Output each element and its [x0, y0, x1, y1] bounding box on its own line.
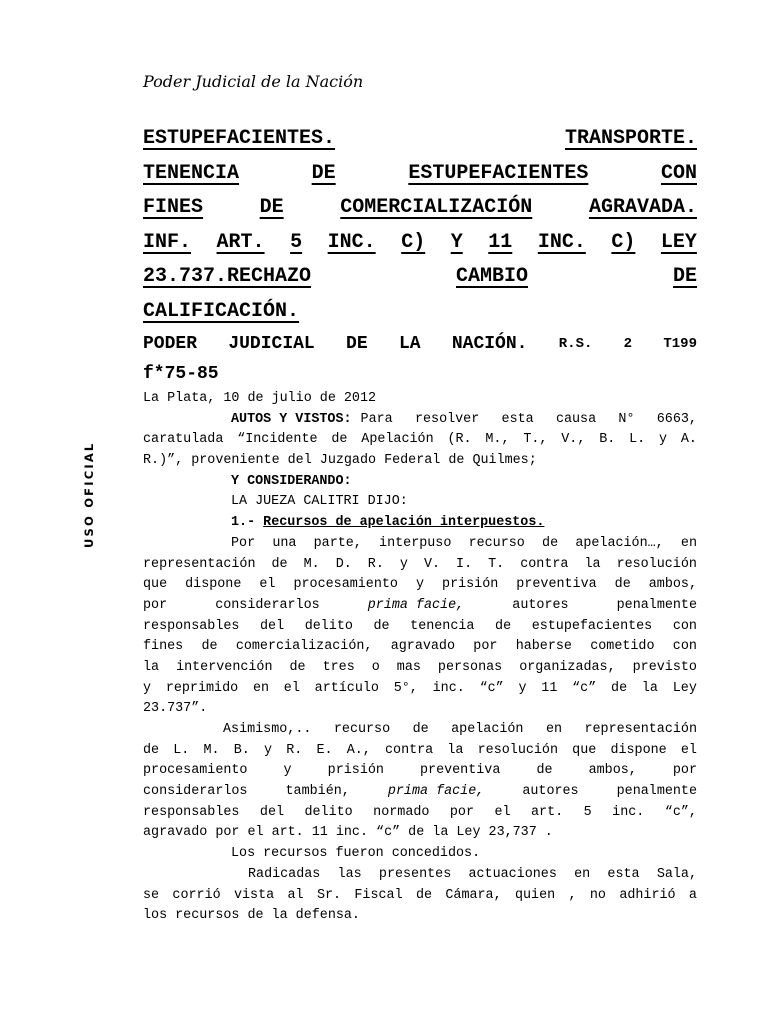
body-line: Los recursos fueron concedidos.: [231, 846, 481, 862]
word: Para: [360, 411, 393, 427]
word: y: [399, 556, 408, 572]
word: prima facie,: [387, 784, 485, 800]
word: haberse: [515, 639, 572, 655]
word: contra: [520, 556, 569, 572]
word: M.: [303, 556, 320, 572]
word: organizadas,: [519, 659, 616, 675]
word: FINES: [143, 196, 204, 219]
word: de: [412, 722, 429, 737]
word: “Incidente: [237, 432, 318, 448]
word: presentes: [378, 866, 452, 882]
word: esta: [501, 411, 534, 427]
word: de: [373, 618, 390, 634]
word: NACIÓN.: [451, 334, 528, 354]
word: la: [143, 659, 160, 675]
word: el: [494, 804, 511, 820]
body-line: [143, 886, 697, 907]
body-line: [143, 761, 697, 782]
word: en: [680, 535, 697, 551]
word: delito: [304, 804, 353, 820]
word: 5: [583, 804, 592, 820]
word: D.: [335, 556, 352, 572]
word: inc.: [612, 804, 645, 820]
title-line: [143, 260, 697, 295]
source-line: [143, 329, 697, 359]
word: R.S.: [558, 336, 593, 352]
word: Sala,: [656, 866, 697, 882]
word: ART.: [216, 230, 265, 254]
word: ambos,: [648, 577, 697, 593]
word: Radicadas: [248, 866, 321, 882]
body-line: [143, 782, 697, 803]
word: Apelación: [361, 432, 434, 448]
word: de: [415, 887, 433, 903]
body-line: [143, 658, 697, 679]
word: COMERCIALIZACIÓN: [340, 196, 533, 219]
word: 11: [541, 680, 558, 696]
word: ambos,: [588, 763, 637, 779]
word: R.: [367, 556, 384, 572]
word: causa: [555, 411, 597, 427]
word: M.,: [485, 432, 510, 448]
word: “c”: [479, 680, 504, 696]
word: A.,: [346, 742, 371, 758]
word: responsables: [143, 804, 240, 820]
paragraph: [143, 534, 697, 720]
word: C): [611, 230, 636, 254]
word: y: [143, 680, 152, 696]
word: de: [495, 618, 512, 634]
body-line: [143, 575, 697, 596]
body-line: [143, 534, 697, 555]
word: y: [659, 432, 668, 448]
word: M.: [203, 742, 220, 758]
judge-heading: LA JUEZA CALITRI DIJO:: [231, 494, 408, 510]
word: actuaciones: [468, 866, 557, 882]
word: de: [542, 535, 559, 551]
considerando-heading: Y CONSIDERANDO:: [231, 473, 352, 489]
word: Cámara,: [445, 887, 502, 903]
word: dispone: [610, 742, 667, 758]
word: prima facie,: [367, 597, 465, 613]
section-heading: [143, 513, 697, 534]
word: penalmente: [616, 784, 697, 800]
word: al: [287, 887, 304, 903]
paragraph: [143, 720, 697, 844]
word: ESTUPEFACIENTES.: [143, 127, 336, 150]
body-line: [143, 720, 697, 741]
body-line: [143, 741, 697, 762]
word: 11: [488, 230, 513, 254]
word: corrió: [172, 887, 221, 903]
body-line: [143, 803, 697, 824]
word: preventiva: [420, 763, 501, 779]
word: previsto: [632, 659, 697, 675]
word: personas: [437, 659, 503, 675]
word: estupefacientes: [531, 618, 653, 634]
word: INC.: [327, 230, 376, 254]
word: el: [259, 577, 276, 593]
word: dispone: [185, 577, 242, 593]
word: DE: [346, 334, 368, 354]
word: también,: [285, 784, 350, 800]
word: T.: [488, 556, 505, 572]
word: la: [447, 742, 464, 758]
word: tenencia: [410, 618, 475, 634]
word: del: [259, 804, 285, 820]
word: DE: [311, 161, 336, 185]
word: N°: [618, 411, 635, 427]
section-number: 1.-: [231, 515, 256, 531]
word: adhirió: [619, 887, 676, 903]
word: 23.737.RECHAZO: [143, 265, 312, 288]
body-line: los recursos de la defensa.: [143, 908, 360, 924]
word: de: [614, 577, 631, 593]
word: LA: [398, 334, 421, 354]
word: recurso: [468, 535, 525, 551]
word: T199: [663, 336, 697, 352]
word: comercialización,: [235, 639, 373, 655]
word: art.: [531, 804, 564, 820]
word: por: [672, 763, 697, 779]
court-letterhead: Poder Judicial de la Nación: [143, 72, 364, 91]
body-line: [143, 865, 697, 886]
body-line: 23.737”.: [143, 701, 208, 717]
document-content: [143, 122, 697, 927]
word: contra: [385, 742, 434, 758]
word: resolución: [477, 742, 558, 758]
word: no: [589, 887, 606, 903]
word: con: [672, 639, 697, 655]
word: parte,: [313, 535, 362, 551]
word: interpuso: [379, 535, 452, 551]
word: el: [283, 680, 300, 696]
section-title: Recursos de apelación interpuestos.: [263, 515, 545, 531]
title-line: [143, 191, 697, 226]
word: de: [289, 659, 306, 675]
word: a: [688, 887, 697, 903]
word: la: [584, 556, 601, 572]
word: y: [518, 680, 527, 696]
word: una: [272, 535, 297, 551]
word: responsables: [143, 618, 240, 634]
body-line: [143, 596, 697, 617]
word: que: [143, 577, 168, 593]
word: agravado: [390, 639, 456, 655]
source-reference: [143, 329, 697, 389]
word: penalmente: [616, 597, 697, 613]
document-title: [143, 122, 697, 329]
word: y: [264, 742, 273, 758]
word: (R.: [447, 432, 472, 448]
paragraph: [143, 865, 697, 927]
word: con: [672, 618, 697, 634]
word: caratulada: [143, 432, 224, 448]
document-body: [143, 389, 697, 927]
word: y: [415, 577, 425, 593]
autos-text: [361, 410, 697, 431]
body-line: agravado por el art. 11 inc. “c” de la Ley 23,737 .: [143, 825, 553, 841]
word: INF.: [143, 230, 192, 254]
word: vista: [233, 887, 275, 903]
word: Y: [450, 230, 463, 254]
word: de: [143, 742, 160, 758]
word: recurso: [333, 722, 391, 737]
word: considerarlos: [143, 784, 248, 800]
word: las: [337, 866, 362, 882]
word: Asimismo,..: [223, 722, 312, 737]
word: R.: [286, 742, 303, 758]
word: de: [201, 639, 218, 655]
word: tres: [322, 659, 355, 675]
word: L.: [629, 432, 646, 448]
word: prisión: [442, 577, 499, 593]
word: resolución: [616, 556, 697, 572]
word: representación: [584, 722, 697, 737]
word: prisión: [327, 763, 384, 779]
body-line: [143, 679, 697, 700]
word: intervención: [176, 659, 273, 675]
word: C): [401, 230, 426, 254]
word: Ley: [672, 680, 697, 696]
word: preventiva: [516, 577, 597, 593]
word: apelación…,: [575, 535, 664, 551]
word: 5°,: [393, 680, 418, 696]
title-line: [143, 157, 697, 192]
word: “c”: [572, 680, 597, 696]
autos-line: [143, 410, 697, 431]
word: JUDICIAL: [228, 334, 315, 354]
official-use-stamp: USO OFICIAL: [82, 441, 96, 548]
word: T.,: [523, 432, 548, 448]
date-line: La Plata, 10 de julio de 2012: [143, 391, 377, 406]
body-line: [143, 430, 697, 451]
word: procesamiento: [293, 577, 398, 593]
word: B.: [599, 432, 616, 448]
word: LEY: [660, 230, 697, 254]
word: de: [331, 432, 348, 448]
word: y: [283, 763, 292, 779]
body-line: [143, 555, 697, 576]
word: CAMBIO: [456, 265, 529, 288]
word: por: [449, 804, 474, 820]
word: E.: [316, 742, 333, 758]
word: procesamiento: [143, 763, 248, 779]
word: o: [371, 659, 380, 675]
word: CON: [660, 161, 697, 185]
title-line: [143, 295, 697, 330]
word: 2: [623, 336, 633, 352]
word: en: [545, 722, 563, 737]
word: “c”,: [664, 804, 697, 820]
word: B.: [233, 742, 250, 758]
word: en: [574, 866, 591, 882]
word: TENENCIA: [143, 161, 240, 185]
word: el: [680, 742, 697, 758]
word: DE: [259, 196, 284, 219]
word: de: [611, 680, 628, 696]
title-line: [143, 122, 697, 157]
word: la: [641, 680, 658, 696]
word: fines: [143, 639, 184, 655]
word: apelación: [451, 722, 524, 737]
word: por: [473, 639, 498, 655]
word: normado: [373, 804, 430, 820]
word: Fiscal: [354, 887, 403, 903]
word: que: [572, 742, 597, 758]
word: V.,: [561, 432, 586, 448]
word: INC.: [537, 230, 586, 254]
word: inc.: [432, 680, 465, 696]
word: Sr.: [316, 887, 342, 903]
word: ,: [568, 887, 577, 903]
word: autores: [522, 784, 579, 800]
word: 6663,: [656, 411, 697, 427]
word: V.: [423, 556, 441, 572]
word: artículo: [314, 680, 379, 696]
body-line: R.)”, proveniente del Juzgado Federal de Quilmes;: [143, 453, 537, 469]
word: Por: [231, 535, 256, 551]
word: del: [260, 618, 285, 634]
word: delito: [304, 618, 353, 634]
word: autores: [512, 597, 569, 613]
title-text: CALIFICACIÓN.: [143, 299, 300, 323]
word: se: [143, 887, 160, 903]
word: en: [252, 680, 270, 696]
word: considerarlos: [215, 597, 320, 613]
word: PODER: [143, 334, 198, 354]
title-line: [143, 226, 697, 261]
autos-label: AUTOS Y VISTOS:: [231, 411, 352, 427]
word: A.: [680, 432, 697, 448]
word: resolver: [414, 411, 480, 427]
word: representación: [143, 556, 256, 572]
word: L.: [173, 742, 190, 758]
word: ESTUPEFACIENTES: [408, 161, 589, 185]
word: mas: [396, 659, 421, 675]
body-line: [143, 637, 697, 658]
word: TRANSPORTE.: [564, 127, 697, 150]
body-line: [143, 617, 697, 638]
word: reprimido: [165, 680, 239, 696]
word: 5: [290, 230, 303, 254]
word: de: [271, 556, 288, 572]
word: cometido: [590, 639, 655, 655]
word: esta: [607, 866, 640, 882]
word: DE: [672, 265, 697, 288]
word: de: [536, 763, 553, 779]
word: quien: [514, 887, 556, 903]
source-line: f*75-85: [143, 364, 219, 384]
word: AGRAVADA.: [588, 196, 697, 219]
word: I.: [456, 556, 473, 572]
word: por: [143, 597, 168, 613]
